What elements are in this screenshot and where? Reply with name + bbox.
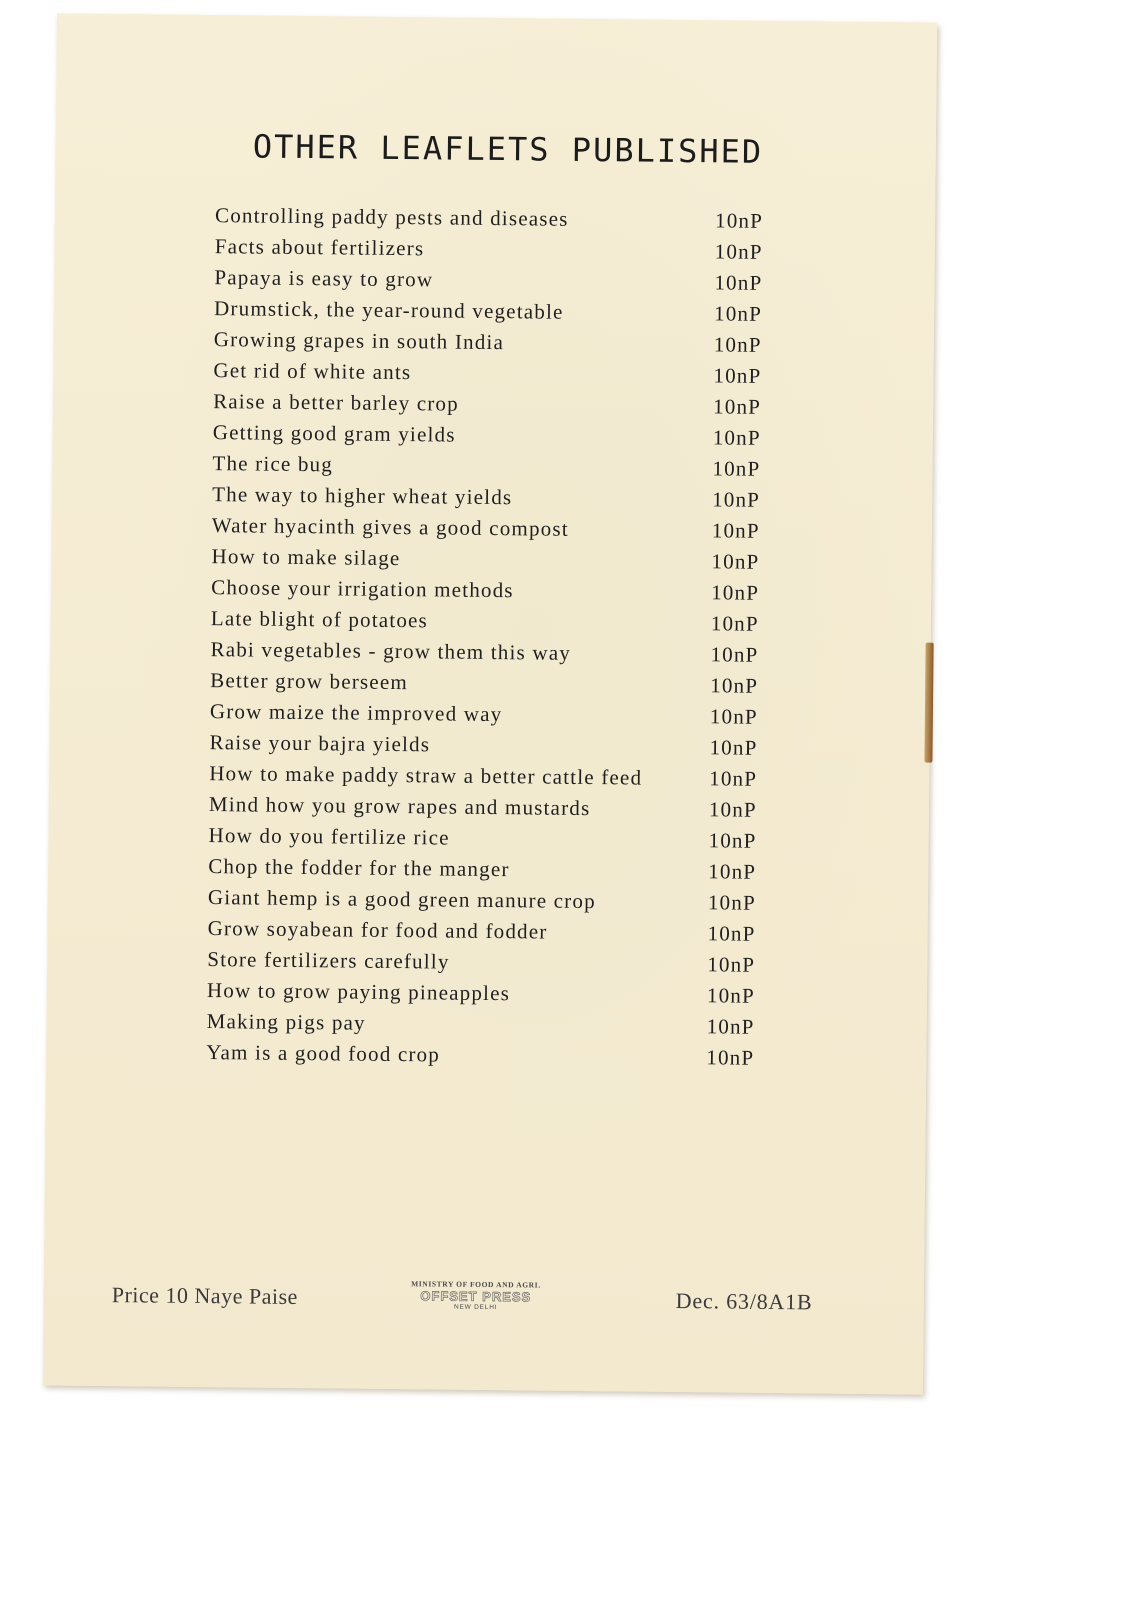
leaflet-price: 10nP — [712, 425, 761, 450]
leaflet-price: 10nP — [711, 549, 760, 574]
leaflet-price: 10nP — [710, 611, 759, 636]
leaflet-price: 10nP — [707, 890, 757, 915]
leaflet-title: How to make paddy straw a better cattle feed — [209, 761, 643, 790]
leaflet-title: Getting good gram yields — [212, 420, 456, 447]
press-stamp-ministry: MINISTRY OF FOOD AND AGRI. — [411, 1279, 541, 1290]
leaflet-title: Facts about fertilizers — [214, 234, 425, 261]
page-heading: OTHER LEAFLETS PUBLISHED — [252, 127, 764, 171]
leaflet-price: 10nP — [714, 270, 763, 295]
leaflet-price: 10nP — [706, 983, 756, 1008]
press-stamp — [378, 1279, 574, 1312]
leaflet-title: Mind how you grow rapes and mustards — [208, 792, 591, 821]
leaflet-title: Papaya is easy to grow — [214, 265, 434, 292]
press-stamp-city: NEW DELHI — [453, 1303, 498, 1312]
leaflet-price: 10nP — [712, 456, 761, 481]
leaflet-title: Making pigs pay — [206, 1009, 366, 1035]
leaflet-title: Rabi vegetables - grow them this way — [210, 637, 572, 665]
leaflet-price: 10nP — [713, 394, 762, 419]
footer-code: Dec. 63/8A1B — [675, 1287, 813, 1315]
leaflet-title: Raise a better barley crop — [213, 389, 460, 416]
leaflet-price: 10nP — [709, 735, 758, 760]
leaflet-price: 10nP — [709, 766, 758, 791]
leaflet-title: Grow maize the improved way — [209, 699, 503, 727]
leaflet-title: The way to higher wheat yields — [212, 482, 513, 510]
leaflet-title: Store fertilizers carefully — [207, 947, 450, 974]
leaflet-title: Get rid of white ants — [213, 358, 412, 385]
leaflet-title: Choose your irrigation methods — [211, 575, 514, 603]
leaflet-price: 10nP — [710, 642, 759, 667]
leaflet-price: 10nP — [713, 301, 763, 326]
leaflet-title: Better grow berseem — [210, 668, 409, 695]
leaflet-price: 10nP — [709, 704, 758, 729]
leaflet-title: How to make silage — [211, 544, 401, 571]
leaflet-price: 10nP — [713, 363, 762, 388]
leaflet-title: Giant hemp is a good green manure crop — [207, 885, 596, 914]
leaflet-price: 10nP — [707, 921, 756, 946]
leaflet-title: Grow soyabean for food and fodder — [207, 916, 548, 944]
leaflet-title: The rice bug — [212, 451, 334, 477]
leaflet-price: 10nP — [707, 952, 756, 977]
leaflet-title: How do you fertilize rice — [208, 823, 450, 850]
leaflet-title: Chop the fodder for the manger — [208, 854, 510, 882]
footer-price: Price 10 Naye Paise — [111, 1282, 298, 1310]
leaflet-row — [206, 1040, 766, 1077]
leaflet-price: 10nP — [714, 239, 763, 264]
leaflet-price: 10nP — [710, 673, 759, 698]
binding-edge — [924, 643, 933, 763]
leaflet-price: 10nP — [712, 487, 761, 512]
leaflet-price: 10nP — [708, 828, 757, 853]
leaflet-price: 10nP — [711, 580, 760, 605]
leaflet-title: Drumstick, the year-round vegetable — [214, 296, 564, 324]
leaflet-price: 10nP — [706, 1045, 755, 1070]
leaflet-price: 10nP — [706, 1014, 755, 1039]
leaflet-title: Water hyacinth gives a good compost — [211, 513, 569, 541]
leaflet-title: Controlling paddy pests and diseases — [214, 203, 569, 231]
leaflet-price: 10nP — [713, 332, 762, 357]
leaflet-title: Growing grapes in south India — [213, 327, 505, 355]
leaflet-title: How to grow paying pineapples — [206, 978, 511, 1006]
leaflet-title: Raise your bajra yields — [209, 730, 431, 757]
leaflet-page — [43, 13, 937, 1394]
leaflet-price: 10nP — [714, 208, 764, 233]
leaflet-title: Yam is a good food crop — [206, 1040, 441, 1067]
leaflet-price: 10nP — [708, 797, 758, 822]
leaflet-title: Late blight of potatoes — [210, 606, 429, 633]
leaflet-price: 10nP — [711, 518, 760, 543]
leaflet-list — [206, 203, 775, 1077]
press-stamp-press: OFFSET PRESS — [420, 1288, 532, 1305]
leaflet-price: 10nP — [708, 859, 757, 884]
